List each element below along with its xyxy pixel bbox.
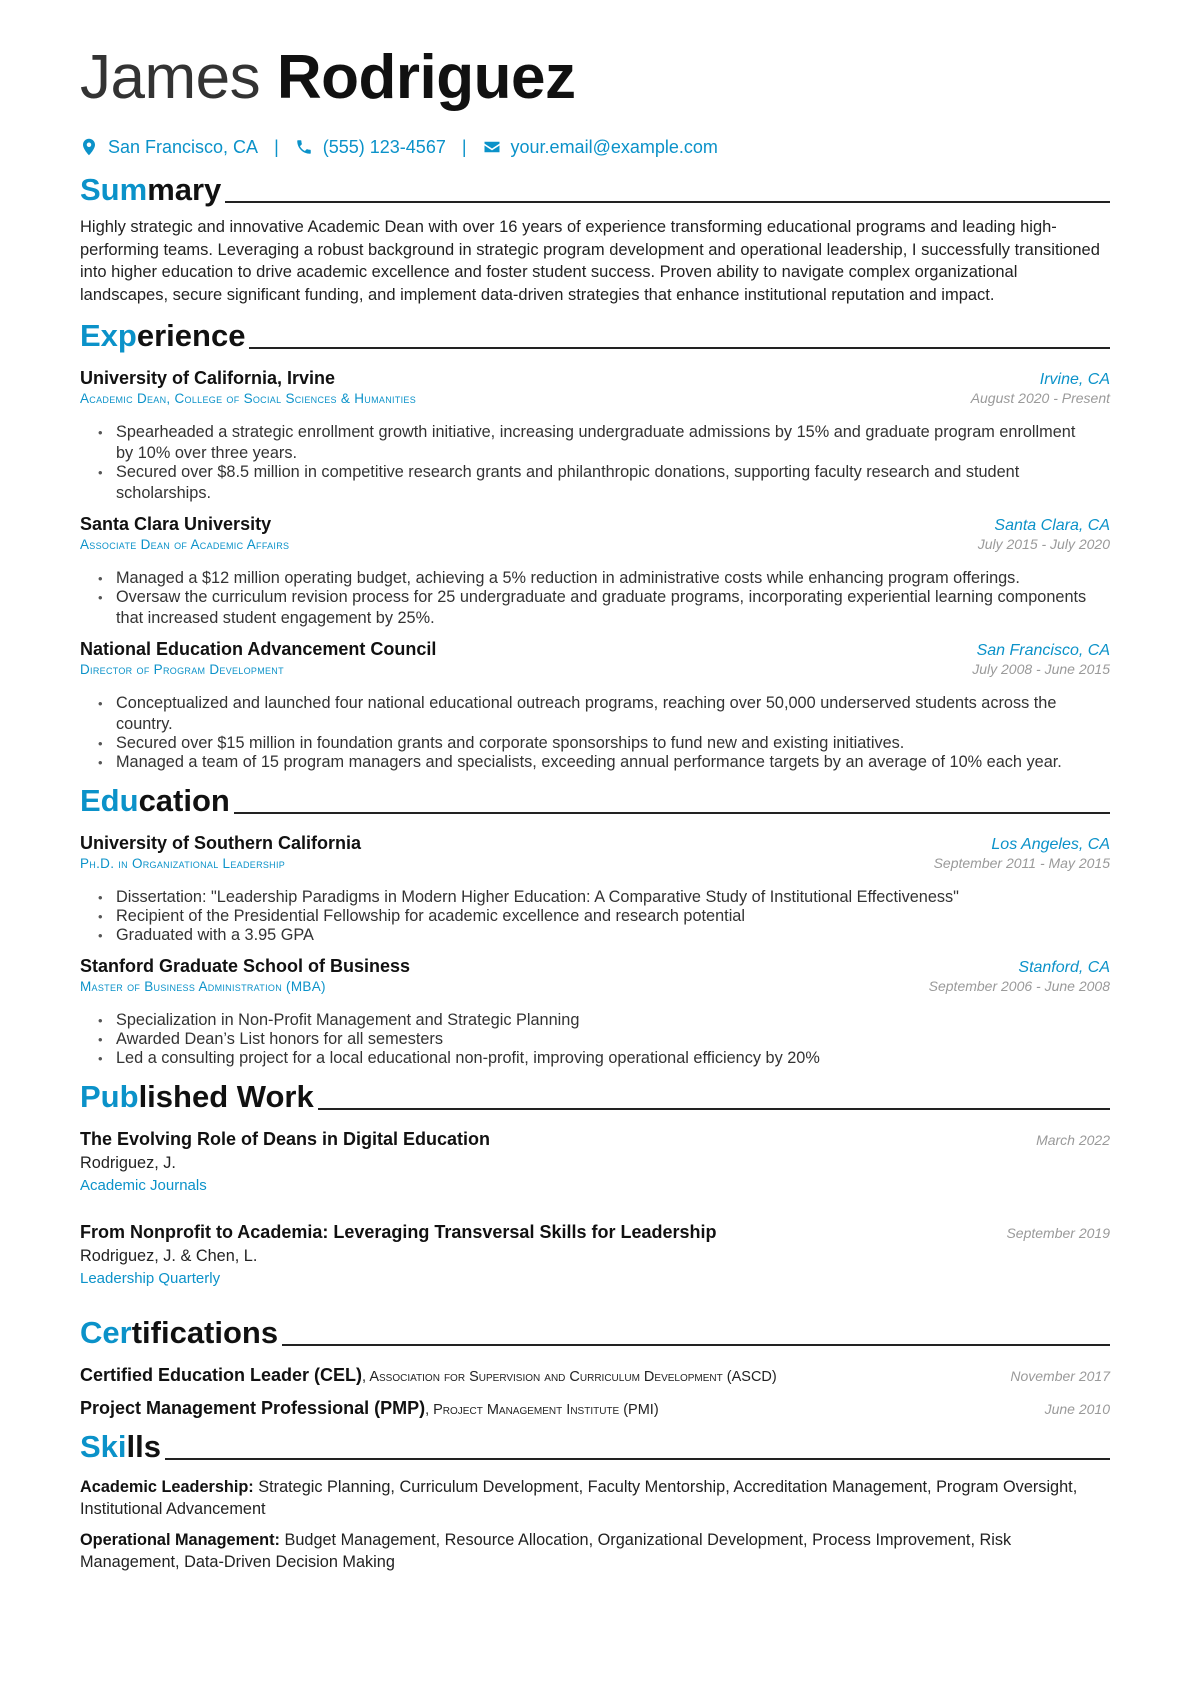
bullet-item: • Spearheaded a strategic enrollment growth initiative, increasing undergraduate admissions by 15% and graduate program enrollment by 10% over three years. (96, 422, 1092, 464)
bullet-item: • Awarded Dean’s List honors for all semesters (96, 1029, 1092, 1050)
skill-items: Budget Management, Resource Allocation, Organizational Development, Process Improvement, Risk Management, Data-Driven Decision Making (80, 1531, 1012, 1571)
certification-date: June 2010 (1044, 1401, 1110, 1417)
envelope-icon (483, 138, 501, 156)
entry-location: Santa Clara, CA (994, 517, 1110, 534)
contact-separator: | (274, 136, 279, 157)
bullet-item: • Oversaw the curriculum revision process for 25 undergraduate and graduate programs, incorporating experiential learning components that increased student engagement by 25%. (96, 587, 1092, 629)
publication-venue[interactable]: Academic Journals (80, 1177, 207, 1194)
publication-title: The Evolving Role of Deans in Digital Education (80, 1129, 491, 1149)
publication-venue[interactable]: Leadership Quarterly (80, 1270, 221, 1287)
bullet-item: • Dissertation: "Leadership Paradigms in Modern Higher Education: A Comparative Study of Institutional Effectiveness" (96, 887, 1092, 908)
publication-title: From Nonprofit to Academia: Leveraging Transversal Skills for Leadership (80, 1222, 717, 1242)
experience-entry (80, 514, 1110, 629)
organization: University of California, Irvine (80, 368, 336, 388)
contact-location (80, 137, 258, 158)
location-text: San Francisco, CA (108, 136, 259, 157)
summary-heading: Summary (80, 170, 1110, 208)
publication-entry (80, 1222, 1110, 1287)
role-title: Academic Dean, College of Social Sciences & Humanities (80, 391, 417, 406)
experience-heading: Experience (80, 316, 1110, 354)
skill-group (80, 1477, 1110, 1520)
map-pin-icon (80, 138, 98, 156)
publication-date: September 2019 (1006, 1225, 1110, 1241)
heading-rule (318, 1108, 1110, 1110)
certification-entry: Project Management Professional (PMP), Project Management Institute (PMI) June 2010 (80, 1398, 1110, 1418)
bullet-item: • Secured over $8.5 million in competitive research grants and philanthropic donations, supporting faculty research and student scholarships. (96, 462, 1092, 504)
publication-date: March 2022 (1036, 1132, 1110, 1148)
entry-dates: July 2008 - June 2015 (972, 661, 1110, 677)
skill-category: Academic Leadership: (80, 1478, 254, 1496)
last-name: Rodriguez (276, 43, 576, 112)
skills-heading: Skills (80, 1427, 1110, 1465)
resume-name (80, 40, 1110, 116)
bullet-item: • Graduated with a 3.95 GPA (96, 925, 1092, 946)
education-heading: Education (80, 781, 1110, 819)
certifications-heading: Certifications (80, 1313, 1110, 1351)
entry-dates: July 2015 - July 2020 (977, 536, 1110, 552)
contact-email[interactable] (483, 137, 718, 158)
bullet-item: • Managed a $12 million operating budget, achieving a 5% reduction in administrative costs while enhancing program offerings. (96, 568, 1092, 589)
role-title: Director of Program Development (80, 662, 284, 677)
contact-phone[interactable] (295, 137, 446, 158)
experience-entry (80, 639, 1110, 773)
certification-issuer: Project Management Institute (PMI) (433, 1402, 659, 1418)
bullet-item: • Specialization in Non-Profit Management and Strategic Planning (96, 1010, 1092, 1031)
bullet-item: • Led a consulting project for a local educational non-profit, improving operational efficiency by 20% (96, 1048, 1092, 1069)
heading-rule (165, 1458, 1110, 1460)
bullet-item: • Recipient of the Presidential Fellowship for academic excellence and research potential (96, 906, 1092, 927)
phone-text: (555) 123-4567 (322, 136, 446, 157)
certification-date: November 2017 (1010, 1368, 1110, 1384)
heading-rule (249, 347, 1110, 349)
certification-name: Project Management Professional (PMP) (80, 1398, 426, 1418)
institution: University of Southern California (80, 833, 362, 853)
contact-bar (80, 132, 1110, 162)
heading-rule (225, 201, 1110, 203)
organization: National Education Advancement Council (80, 639, 437, 659)
phone-icon (295, 138, 313, 156)
bullet-list (80, 693, 1110, 773)
entry-location: San Francisco, CA (976, 642, 1110, 659)
bullet-item: • Conceptualized and launched four national educational outreach programs, reaching over 50,000 underserved students across the country. (96, 693, 1092, 735)
entry-location: Irvine, CA (1039, 371, 1110, 388)
entry-dates: August 2020 - Present (970, 390, 1110, 406)
entry-location: Stanford, CA (1018, 959, 1110, 976)
skill-items: Strategic Planning, Curriculum Development, Faculty Mentorship, Accreditation Management, Program Oversight, Institutional Advancement (80, 1478, 1078, 1518)
education-entry (80, 956, 1110, 1069)
certification-name: Certified Education Leader (CEL) (80, 1365, 363, 1385)
email-link: your.email@example.com (510, 136, 718, 157)
institution: Stanford Graduate School of Business (80, 956, 411, 976)
publication-authors: Rodriguez, J. & Chen, L. (80, 1247, 258, 1265)
degree: Master of Business Administration (MBA) (80, 979, 326, 994)
publication-authors: Rodriguez, J. (80, 1154, 176, 1172)
degree: Ph.D. in Organizational Leadership (80, 856, 286, 871)
entry-dates: September 2011 - May 2015 (933, 855, 1110, 871)
heading-rule (234, 812, 1110, 814)
bullet-list (80, 422, 1110, 504)
publication-entry (80, 1129, 1110, 1194)
entry-location: Los Angeles, CA (991, 836, 1110, 853)
bullet-list (80, 887, 1110, 946)
skill-category: Operational Management: (80, 1531, 280, 1549)
skill-group (80, 1530, 1110, 1573)
summary-text: Highly strategic and innovative Academic Dean with over 16 years of experience transforming educational programs and leading high-performing teams. Leveraging a robust background in strategic program development and operational leadership, I successfully transitioned into higher education to drive academic excellence and foster student success. Proven ability to navigate complex organizational landscapes, secure significant funding, and implement data-driven strategies that enhance institutional reputation and impact. (80, 218, 1100, 304)
bullet-item: • Managed a team of 15 program managers and specialists, exceeding annual performance targets by an average of 10% each year. (96, 752, 1092, 773)
bullet-list (80, 568, 1110, 629)
organization: Santa Clara University (80, 514, 272, 534)
certification-issuer: Association for Supervision and Curriculum Development (ASCD) (369, 1369, 777, 1385)
role-title: Associate Dean of Academic Affairs (80, 537, 290, 552)
publications-heading: Published Work (80, 1077, 1110, 1115)
certification-entry: Certified Education Leader (CEL), Association for Supervision and Curriculum Development (ASCD) November 2017 (80, 1365, 1110, 1385)
experience-entry (80, 368, 1110, 504)
heading-rule (282, 1344, 1110, 1346)
entry-dates: September 2006 - June 2008 (928, 978, 1110, 994)
contact-separator: | (461, 136, 467, 157)
bullet-item: • Secured over $15 million in foundation grants and corporate sponsorships to fund new and existing initiatives. (96, 733, 1092, 754)
bullet-list (80, 1010, 1110, 1069)
first-name: James (80, 43, 261, 112)
education-entry (80, 833, 1110, 946)
